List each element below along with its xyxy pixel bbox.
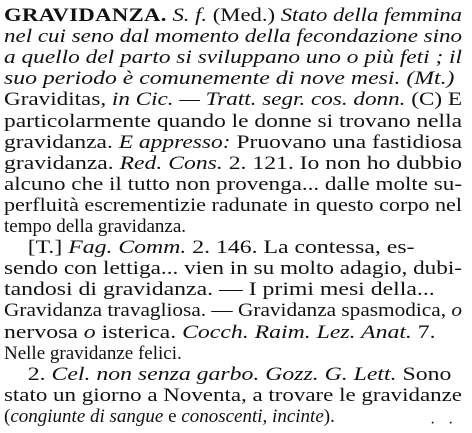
- text-run: (: [4, 405, 11, 427]
- text-run: alcuno che il tutto non provenga... dalle molte su-: [4, 173, 463, 195]
- entry-line: [4, 173, 462, 196]
- text-run: tandosi di gravidanza. — I primi mesi della...: [4, 279, 435, 301]
- entry-line: [4, 384, 462, 407]
- text-run: perfluità escrementizie radunate in questo corpo nel: [4, 194, 462, 216]
- italic-text: Red. Cons.: [119, 152, 229, 174]
- printer-dot-mark: ·: [430, 415, 436, 432]
- italic-text: suo periodo è comunemente di nove mesi.: [4, 68, 407, 90]
- italic-text: Cel. non senza garbo. Gozz. G. Lett.: [51, 363, 403, 385]
- italic-text: Fag. Comm.: [68, 237, 193, 259]
- italic-text: Cocch. Raim. Lez. Anat.: [182, 321, 418, 343]
- italic-text: (Mt.): [406, 68, 455, 90]
- text-run: Gravidanza travagliosa. — Gravidanza spasmodica,: [4, 300, 452, 322]
- italic-text: in Cic. — Tratt. segr. cos. donn.: [111, 89, 412, 111]
- text-run: sendo con lettiga... vien in su molto adagio, dubi-: [4, 258, 463, 280]
- text-run: Nelle gravidanze felici.: [4, 342, 182, 364]
- entry-line: [4, 67, 454, 90]
- entry-line: [4, 236, 415, 259]
- text-run: gravidanza.: [4, 131, 119, 153]
- entry-line: [4, 321, 436, 344]
- italic-text: nel cui seno dal momento della fecondazione sino: [4, 26, 463, 48]
- text-run: particolarmente quando le donne si trovano nella: [4, 110, 462, 132]
- text-run: 7.: [417, 321, 436, 343]
- italic-text: Stato della femmina: [280, 5, 462, 26]
- entry-line: [4, 299, 462, 322]
- text-run: Sono: [402, 363, 452, 385]
- entry-line: [4, 152, 462, 175]
- entry-line: [4, 363, 451, 386]
- text-run: isterica.: [101, 321, 183, 343]
- text-run: 2. 121. Io non ho dubbio: [228, 152, 463, 174]
- entry-line: [4, 257, 462, 280]
- text-run: gravidanza.: [4, 152, 120, 174]
- italic-text: congiunte di sangue: [10, 405, 169, 427]
- text-run: (Med.): [212, 5, 281, 26]
- text-run: 2. 146. La contessa, es-: [192, 237, 415, 259]
- text-run: [T.]: [4, 237, 69, 259]
- entry-line: [4, 110, 462, 133]
- entry-line: [4, 4, 462, 27]
- italic-text: o: [83, 321, 102, 343]
- text-run: 2.: [4, 363, 52, 385]
- text-run: tempo della gravidanza.: [4, 216, 187, 237]
- text-run: stato un giorno a Noventa, a trovare le gravidanze: [4, 384, 463, 406]
- entry-line: [4, 215, 186, 238]
- italic-text: a quello del parto si sviluppano uno o più feti ; il: [4, 47, 463, 69]
- entry-line: [4, 342, 182, 365]
- entry-line: [4, 278, 435, 301]
- entry-line: [4, 131, 462, 154]
- text-run: Pruovano una fastidiosa: [236, 131, 463, 153]
- italic-text: E appresso:: [118, 131, 237, 153]
- text-run: nervosa: [4, 321, 84, 343]
- italic-text: S. f.: [166, 5, 213, 26]
- entry-line: [4, 25, 462, 48]
- italic-text: o: [451, 300, 462, 322]
- text-run: (C) E: [411, 89, 462, 111]
- entry-line: [4, 405, 335, 428]
- text-run: ).: [323, 405, 335, 427]
- text-run: e: [168, 405, 182, 427]
- headword: GRAVIDANZA.: [4, 5, 167, 26]
- entry-line: [4, 194, 462, 217]
- italic-text: conoscenti, incinte: [181, 405, 324, 427]
- entry-line: [4, 46, 462, 69]
- printer-dot-mark: ·: [448, 415, 454, 432]
- entry-line: [4, 88, 462, 111]
- text-run: Graviditas,: [4, 89, 112, 111]
